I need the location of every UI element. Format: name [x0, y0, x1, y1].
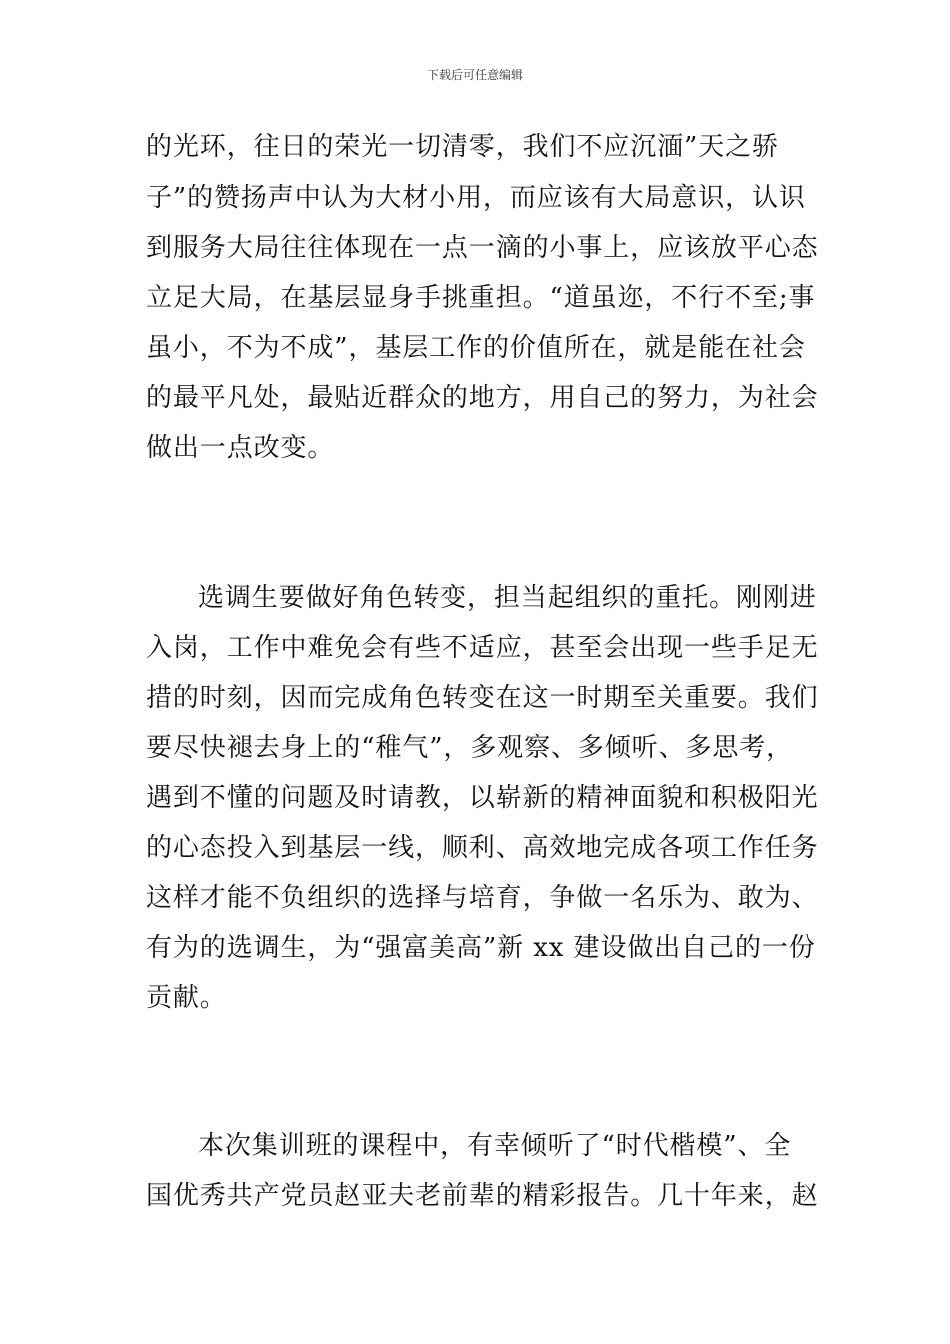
paragraph-1-line-7: 做出一点改变。 [146, 433, 335, 463]
paragraph-1-line-4: 立足大局，在基层显身手挑重担。“道虽迩，不行不至;事 [146, 283, 816, 313]
paragraph-2-line-1: 选调生要做好角色转变，担当起组织的重托。刚刚进 [198, 583, 817, 613]
paragraph-2-line-4: 要尽快褪去身上的“稚气”，多观察、多倾听、多思考， [146, 733, 794, 763]
paragraph-3-line-1: 本次集训班的课程中，有幸倾听了“时代楷模”、全 [198, 1131, 792, 1161]
paragraph-2-line-6: 的心态投入到基层一线，顺利、高效地完成各项工作任务 [146, 833, 819, 863]
paragraph-1-line-3: 到服务大局往往体现在一点一滴的小事上，应该放平心态 [146, 233, 819, 263]
paragraph-1-line-1: 的光环，往日的荣光一切清零，我们不应沉湎”天之骄 [146, 132, 779, 162]
paragraph-1-line-5: 虽小，不为不成”，基层工作的价值所在，就是能在社会 [146, 333, 806, 363]
page-header: 下载后可任意编辑 [426, 68, 523, 82]
paragraph-2-line-2: 入岗，工作中难免会有些不适应，甚至会出现一些手足无 [146, 633, 819, 663]
paragraph-2-line-9: 贡献。 [146, 983, 227, 1013]
paragraph-2-line-8: 有为的选调生，为“强富美高”新 xx 建设做出自己的一份 [146, 933, 816, 963]
paragraph-2-line-7: 这样才能不负组织的选择与培育，争做一名乐为、敢为、 [146, 883, 819, 913]
paragraph-1-line-2: 子”的赞扬声中认为大材小用，而应该有大局意识，认识 [146, 183, 806, 213]
paragraph-2-line-3: 措的时刻，因而完成角色转变在这一时期至关重要。我们 [146, 683, 819, 713]
paragraph-2-line-5: 遇到不懂的问题及时请教，以崭新的精神面貌和积极阳光 [146, 783, 819, 813]
paragraph-3-line-2: 国优秀共产党员赵亚夫老前辈的精彩报告。几十年来，赵 [146, 1181, 819, 1211]
paragraph-1-line-6: 的最平凡处，最贴近群众的地方，用自己的努力，为社会 [146, 383, 819, 413]
